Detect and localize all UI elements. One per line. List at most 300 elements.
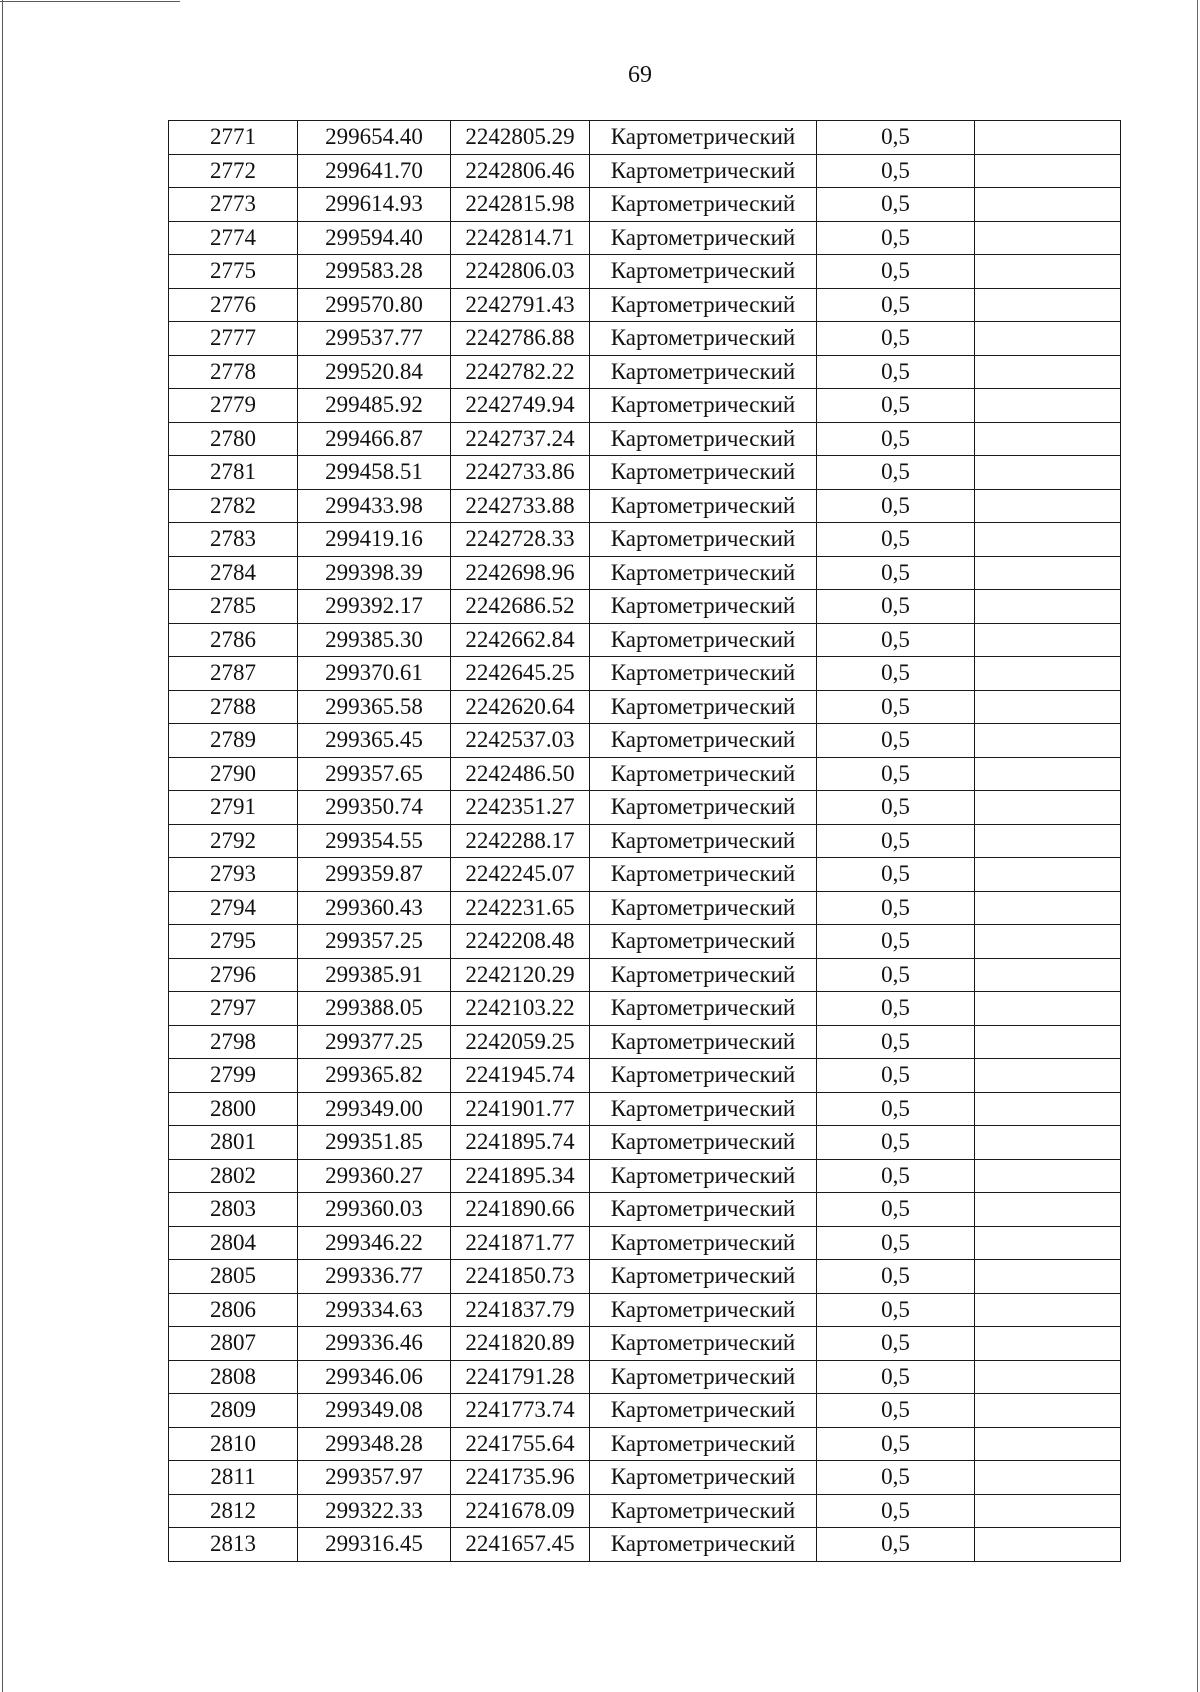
point-number-cell: 2781: [169, 456, 298, 490]
point-number-cell: 2802: [169, 1159, 298, 1193]
y-coordinate-cell: 2242120.29: [451, 958, 590, 992]
table-row: [169, 188, 1121, 222]
accuracy-cell: 0,5: [817, 791, 975, 825]
x-coordinate-cell: 299357.97: [298, 1461, 451, 1495]
x-coordinate-cell: 299346.22: [298, 1226, 451, 1260]
x-coordinate-cell: 299351.85: [298, 1126, 451, 1160]
note-cell: [975, 188, 1121, 222]
note-cell: [975, 590, 1121, 624]
point-number-cell: 2783: [169, 523, 298, 557]
point-number-cell: 2797: [169, 992, 298, 1026]
note-cell: [975, 824, 1121, 858]
method-cell: Картометрический: [590, 925, 817, 959]
note-cell: [975, 791, 1121, 825]
y-coordinate-cell: 2242814.71: [451, 221, 590, 255]
method-cell: Картометрический: [590, 288, 817, 322]
note-cell: [975, 1327, 1121, 1361]
x-coordinate-cell: 299654.40: [298, 121, 451, 155]
y-coordinate-cell: 2242288.17: [451, 824, 590, 858]
method-cell: Картометрический: [590, 992, 817, 1026]
method-cell: Картометрический: [590, 824, 817, 858]
coordinates-table: [168, 120, 1121, 1562]
note-cell: [975, 523, 1121, 557]
note-cell: [975, 456, 1121, 490]
x-coordinate-cell: 299520.84: [298, 355, 451, 389]
note-cell: [975, 891, 1121, 925]
y-coordinate-cell: 2242782.22: [451, 355, 590, 389]
note-cell: [975, 221, 1121, 255]
note-cell: [975, 992, 1121, 1026]
table-row: [169, 1193, 1121, 1227]
table-row: [169, 657, 1121, 691]
accuracy-cell: 0,5: [817, 288, 975, 322]
note-cell: [975, 489, 1121, 523]
table-row: [169, 1092, 1121, 1126]
note-cell: [975, 623, 1121, 657]
x-coordinate-cell: 299537.77: [298, 322, 451, 356]
point-number-cell: 2790: [169, 757, 298, 791]
scan-edge-right: [1197, 0, 1198, 1692]
method-cell: Картометрический: [590, 1427, 817, 1461]
table-row: [169, 255, 1121, 289]
note-cell: [975, 724, 1121, 758]
point-number-cell: 2786: [169, 623, 298, 657]
point-number-cell: 2773: [169, 188, 298, 222]
y-coordinate-cell: 2241895.34: [451, 1159, 590, 1193]
y-coordinate-cell: 2242103.22: [451, 992, 590, 1026]
method-cell: Картометрический: [590, 1494, 817, 1528]
note-cell: [975, 757, 1121, 791]
y-coordinate-cell: 2241850.73: [451, 1260, 590, 1294]
table-row: [169, 1260, 1121, 1294]
note-cell: [975, 1427, 1121, 1461]
y-coordinate-cell: 2241871.77: [451, 1226, 590, 1260]
y-coordinate-cell: 2242737.24: [451, 422, 590, 456]
accuracy-cell: 0,5: [817, 1528, 975, 1562]
method-cell: Картометрический: [590, 1092, 817, 1126]
y-coordinate-cell: 2242728.33: [451, 523, 590, 557]
table-row: [169, 690, 1121, 724]
point-number-cell: 2804: [169, 1226, 298, 1260]
x-coordinate-cell: 299365.82: [298, 1059, 451, 1093]
method-cell: Картометрический: [590, 1293, 817, 1327]
y-coordinate-cell: 2242733.86: [451, 456, 590, 490]
table-row: [169, 1461, 1121, 1495]
y-coordinate-cell: 2241820.89: [451, 1327, 590, 1361]
accuracy-cell: 0,5: [817, 724, 975, 758]
table-row: [169, 992, 1121, 1026]
coordinates-table-body: [169, 121, 1121, 1562]
y-coordinate-cell: 2242786.88: [451, 322, 590, 356]
method-cell: Картометрический: [590, 958, 817, 992]
y-coordinate-cell: 2241657.45: [451, 1528, 590, 1562]
method-cell: Картометрический: [590, 757, 817, 791]
scan-edge-top: [0, 1, 180, 2]
accuracy-cell: 0,5: [817, 255, 975, 289]
note-cell: [975, 1193, 1121, 1227]
y-coordinate-cell: 2242733.88: [451, 489, 590, 523]
x-coordinate-cell: 299485.92: [298, 389, 451, 423]
method-cell: Картометрический: [590, 523, 817, 557]
y-coordinate-cell: 2241837.79: [451, 1293, 590, 1327]
method-cell: Картометрический: [590, 255, 817, 289]
accuracy-cell: 0,5: [817, 1427, 975, 1461]
table-row: [169, 422, 1121, 456]
note-cell: [975, 1159, 1121, 1193]
table-row: [169, 456, 1121, 490]
method-cell: Картометрический: [590, 1159, 817, 1193]
method-cell: Картометрический: [590, 322, 817, 356]
page-number: 69: [628, 62, 652, 88]
method-cell: Картометрический: [590, 1126, 817, 1160]
x-coordinate-cell: 299392.17: [298, 590, 451, 624]
note-cell: [975, 255, 1121, 289]
table-row: [169, 523, 1121, 557]
x-coordinate-cell: 299357.25: [298, 925, 451, 959]
note-cell: [975, 925, 1121, 959]
method-cell: Картометрический: [590, 121, 817, 155]
x-coordinate-cell: 299322.33: [298, 1494, 451, 1528]
x-coordinate-cell: 299458.51: [298, 456, 451, 490]
x-coordinate-cell: 299641.70: [298, 154, 451, 188]
y-coordinate-cell: 2242208.48: [451, 925, 590, 959]
accuracy-cell: 0,5: [817, 891, 975, 925]
x-coordinate-cell: 299336.77: [298, 1260, 451, 1294]
point-number-cell: 2793: [169, 858, 298, 892]
point-number-cell: 2791: [169, 791, 298, 825]
method-cell: Картометрический: [590, 456, 817, 490]
point-number-cell: 2808: [169, 1360, 298, 1394]
y-coordinate-cell: 2241945.74: [451, 1059, 590, 1093]
method-cell: Картометрический: [590, 221, 817, 255]
y-coordinate-cell: 2242662.84: [451, 623, 590, 657]
accuracy-cell: 0,5: [817, 523, 975, 557]
note-cell: [975, 1494, 1121, 1528]
table-row: [169, 1394, 1121, 1428]
method-cell: Картометрический: [590, 154, 817, 188]
table-row: [169, 1159, 1121, 1193]
method-cell: Картометрический: [590, 1025, 817, 1059]
point-number-cell: 2780: [169, 422, 298, 456]
table-row: [169, 1126, 1121, 1160]
table-row: [169, 891, 1121, 925]
note-cell: [975, 1394, 1121, 1428]
y-coordinate-cell: 2242686.52: [451, 590, 590, 624]
y-coordinate-cell: 2241895.74: [451, 1126, 590, 1160]
method-cell: Картометрический: [590, 690, 817, 724]
method-cell: Картометрический: [590, 422, 817, 456]
accuracy-cell: 0,5: [817, 992, 975, 1026]
accuracy-cell: 0,5: [817, 1226, 975, 1260]
method-cell: Картометрический: [590, 623, 817, 657]
y-coordinate-cell: 2242749.94: [451, 389, 590, 423]
point-number-cell: 2779: [169, 389, 298, 423]
method-cell: Картометрический: [590, 657, 817, 691]
note-cell: [975, 355, 1121, 389]
point-number-cell: 2805: [169, 1260, 298, 1294]
x-coordinate-cell: 299357.65: [298, 757, 451, 791]
x-coordinate-cell: 299466.87: [298, 422, 451, 456]
x-coordinate-cell: 299385.30: [298, 623, 451, 657]
accuracy-cell: 0,5: [817, 355, 975, 389]
accuracy-cell: 0,5: [817, 657, 975, 691]
point-number-cell: 2775: [169, 255, 298, 289]
point-number-cell: 2811: [169, 1461, 298, 1495]
y-coordinate-cell: 2241678.09: [451, 1494, 590, 1528]
scan-edge-left: [2, 0, 3, 1692]
accuracy-cell: 0,5: [817, 1327, 975, 1361]
x-coordinate-cell: 299614.93: [298, 188, 451, 222]
x-coordinate-cell: 299388.05: [298, 992, 451, 1026]
table-row: [169, 322, 1121, 356]
accuracy-cell: 0,5: [817, 1092, 975, 1126]
accuracy-cell: 0,5: [817, 456, 975, 490]
point-number-cell: 2807: [169, 1327, 298, 1361]
accuracy-cell: 0,5: [817, 221, 975, 255]
x-coordinate-cell: 299349.08: [298, 1394, 451, 1428]
accuracy-cell: 0,5: [817, 757, 975, 791]
accuracy-cell: 0,5: [817, 690, 975, 724]
accuracy-cell: 0,5: [817, 556, 975, 590]
accuracy-cell: 0,5: [817, 1126, 975, 1160]
y-coordinate-cell: 2242537.03: [451, 724, 590, 758]
x-coordinate-cell: 299349.00: [298, 1092, 451, 1126]
accuracy-cell: 0,5: [817, 1159, 975, 1193]
y-coordinate-cell: 2242815.98: [451, 188, 590, 222]
method-cell: Картометрический: [590, 1461, 817, 1495]
y-coordinate-cell: 2241773.74: [451, 1394, 590, 1428]
y-coordinate-cell: 2242245.07: [451, 858, 590, 892]
method-cell: Картометрический: [590, 724, 817, 758]
method-cell: Картометрический: [590, 791, 817, 825]
note-cell: [975, 1360, 1121, 1394]
note-cell: [975, 1528, 1121, 1562]
accuracy-cell: 0,5: [817, 1461, 975, 1495]
table-row: [169, 925, 1121, 959]
accuracy-cell: 0,5: [817, 1260, 975, 1294]
table-row: [169, 1293, 1121, 1327]
table-row: [169, 221, 1121, 255]
point-number-cell: 2777: [169, 322, 298, 356]
method-cell: Картометрический: [590, 590, 817, 624]
table-row: [169, 1226, 1121, 1260]
x-coordinate-cell: 299583.28: [298, 255, 451, 289]
point-number-cell: 2774: [169, 221, 298, 255]
accuracy-cell: 0,5: [817, 1293, 975, 1327]
accuracy-cell: 0,5: [817, 858, 975, 892]
note-cell: [975, 422, 1121, 456]
note-cell: [975, 958, 1121, 992]
method-cell: Картометрический: [590, 1193, 817, 1227]
y-coordinate-cell: 2241901.77: [451, 1092, 590, 1126]
x-coordinate-cell: 299360.03: [298, 1193, 451, 1227]
method-cell: Картометрический: [590, 355, 817, 389]
accuracy-cell: 0,5: [817, 121, 975, 155]
method-cell: Картометрический: [590, 1360, 817, 1394]
table-row: [169, 154, 1121, 188]
x-coordinate-cell: 299419.16: [298, 523, 451, 557]
x-coordinate-cell: 299360.43: [298, 891, 451, 925]
table-row: [169, 858, 1121, 892]
note-cell: [975, 1226, 1121, 1260]
table-row: [169, 1059, 1121, 1093]
note-cell: [975, 1260, 1121, 1294]
point-number-cell: 2778: [169, 355, 298, 389]
x-coordinate-cell: 299385.91: [298, 958, 451, 992]
point-number-cell: 2782: [169, 489, 298, 523]
x-coordinate-cell: 299350.74: [298, 791, 451, 825]
accuracy-cell: 0,5: [817, 154, 975, 188]
table-row: [169, 1360, 1121, 1394]
x-coordinate-cell: 299346.06: [298, 1360, 451, 1394]
x-coordinate-cell: 299433.98: [298, 489, 451, 523]
x-coordinate-cell: 299365.58: [298, 690, 451, 724]
accuracy-cell: 0,5: [817, 590, 975, 624]
y-coordinate-cell: 2241890.66: [451, 1193, 590, 1227]
note-cell: [975, 1126, 1121, 1160]
point-number-cell: 2813: [169, 1528, 298, 1562]
x-coordinate-cell: 299365.45: [298, 724, 451, 758]
table-row: [169, 757, 1121, 791]
point-number-cell: 2806: [169, 1293, 298, 1327]
note-cell: [975, 1461, 1121, 1495]
y-coordinate-cell: 2242486.50: [451, 757, 590, 791]
accuracy-cell: 0,5: [817, 958, 975, 992]
table-row: [169, 556, 1121, 590]
method-cell: Картометрический: [590, 1226, 817, 1260]
point-number-cell: 2787: [169, 657, 298, 691]
point-number-cell: 2800: [169, 1092, 298, 1126]
x-coordinate-cell: 299336.46: [298, 1327, 451, 1361]
accuracy-cell: 0,5: [817, 824, 975, 858]
note-cell: [975, 690, 1121, 724]
point-number-cell: 2771: [169, 121, 298, 155]
accuracy-cell: 0,5: [817, 389, 975, 423]
x-coordinate-cell: 299359.87: [298, 858, 451, 892]
accuracy-cell: 0,5: [817, 623, 975, 657]
point-number-cell: 2796: [169, 958, 298, 992]
accuracy-cell: 0,5: [817, 422, 975, 456]
y-coordinate-cell: 2242059.25: [451, 1025, 590, 1059]
y-coordinate-cell: 2242806.46: [451, 154, 590, 188]
table-row: [169, 288, 1121, 322]
x-coordinate-cell: 299570.80: [298, 288, 451, 322]
method-cell: Картометрический: [590, 1394, 817, 1428]
accuracy-cell: 0,5: [817, 1059, 975, 1093]
y-coordinate-cell: 2242791.43: [451, 288, 590, 322]
x-coordinate-cell: 299398.39: [298, 556, 451, 590]
table-row: [169, 724, 1121, 758]
note-cell: [975, 322, 1121, 356]
table-row: [169, 489, 1121, 523]
point-number-cell: 2812: [169, 1494, 298, 1528]
accuracy-cell: 0,5: [817, 1193, 975, 1227]
x-coordinate-cell: 299348.28: [298, 1427, 451, 1461]
accuracy-cell: 0,5: [817, 188, 975, 222]
method-cell: Картометрический: [590, 556, 817, 590]
point-number-cell: 2798: [169, 1025, 298, 1059]
y-coordinate-cell: 2242231.65: [451, 891, 590, 925]
table-row: [169, 1025, 1121, 1059]
table-row: [169, 1327, 1121, 1361]
accuracy-cell: 0,5: [817, 322, 975, 356]
y-coordinate-cell: 2242805.29: [451, 121, 590, 155]
y-coordinate-cell: 2241791.28: [451, 1360, 590, 1394]
note-cell: [975, 1025, 1121, 1059]
method-cell: Картометрический: [590, 858, 817, 892]
method-cell: Картометрический: [590, 188, 817, 222]
table-row: [169, 355, 1121, 389]
table-row: [169, 791, 1121, 825]
method-cell: Картометрический: [590, 1059, 817, 1093]
x-coordinate-cell: 299377.25: [298, 1025, 451, 1059]
table-row: [169, 623, 1121, 657]
table-row: [169, 590, 1121, 624]
method-cell: Картометрический: [590, 891, 817, 925]
x-coordinate-cell: 299334.63: [298, 1293, 451, 1327]
accuracy-cell: 0,5: [817, 925, 975, 959]
y-coordinate-cell: 2242351.27: [451, 791, 590, 825]
note-cell: [975, 389, 1121, 423]
point-number-cell: 2792: [169, 824, 298, 858]
y-coordinate-cell: 2242698.96: [451, 556, 590, 590]
y-coordinate-cell: 2242806.03: [451, 255, 590, 289]
accuracy-cell: 0,5: [817, 1394, 975, 1428]
table-row: [169, 958, 1121, 992]
point-number-cell: 2809: [169, 1394, 298, 1428]
note-cell: [975, 154, 1121, 188]
point-number-cell: 2772: [169, 154, 298, 188]
x-coordinate-cell: 299316.45: [298, 1528, 451, 1562]
x-coordinate-cell: 299354.55: [298, 824, 451, 858]
y-coordinate-cell: 2242645.25: [451, 657, 590, 691]
table-row: [169, 1528, 1121, 1562]
table-row: [169, 389, 1121, 423]
method-cell: Картометрический: [590, 489, 817, 523]
table-row: [169, 824, 1121, 858]
point-number-cell: 2788: [169, 690, 298, 724]
note-cell: [975, 121, 1121, 155]
point-number-cell: 2789: [169, 724, 298, 758]
table-row: [169, 1494, 1121, 1528]
note-cell: [975, 1059, 1121, 1093]
method-cell: Картометрический: [590, 1260, 817, 1294]
note-cell: [975, 556, 1121, 590]
point-number-cell: 2785: [169, 590, 298, 624]
point-number-cell: 2799: [169, 1059, 298, 1093]
method-cell: Картометрический: [590, 1327, 817, 1361]
point-number-cell: 2794: [169, 891, 298, 925]
note-cell: [975, 288, 1121, 322]
note-cell: [975, 1293, 1121, 1327]
note-cell: [975, 657, 1121, 691]
accuracy-cell: 0,5: [817, 1360, 975, 1394]
accuracy-cell: 0,5: [817, 1025, 975, 1059]
x-coordinate-cell: 299360.27: [298, 1159, 451, 1193]
point-number-cell: 2810: [169, 1427, 298, 1461]
y-coordinate-cell: 2241755.64: [451, 1427, 590, 1461]
accuracy-cell: 0,5: [817, 1494, 975, 1528]
point-number-cell: 2795: [169, 925, 298, 959]
point-number-cell: 2784: [169, 556, 298, 590]
table-row: [169, 121, 1121, 155]
x-coordinate-cell: 299594.40: [298, 221, 451, 255]
point-number-cell: 2803: [169, 1193, 298, 1227]
method-cell: Картометрический: [590, 1528, 817, 1562]
accuracy-cell: 0,5: [817, 489, 975, 523]
method-cell: Картометрический: [590, 389, 817, 423]
x-coordinate-cell: 299370.61: [298, 657, 451, 691]
